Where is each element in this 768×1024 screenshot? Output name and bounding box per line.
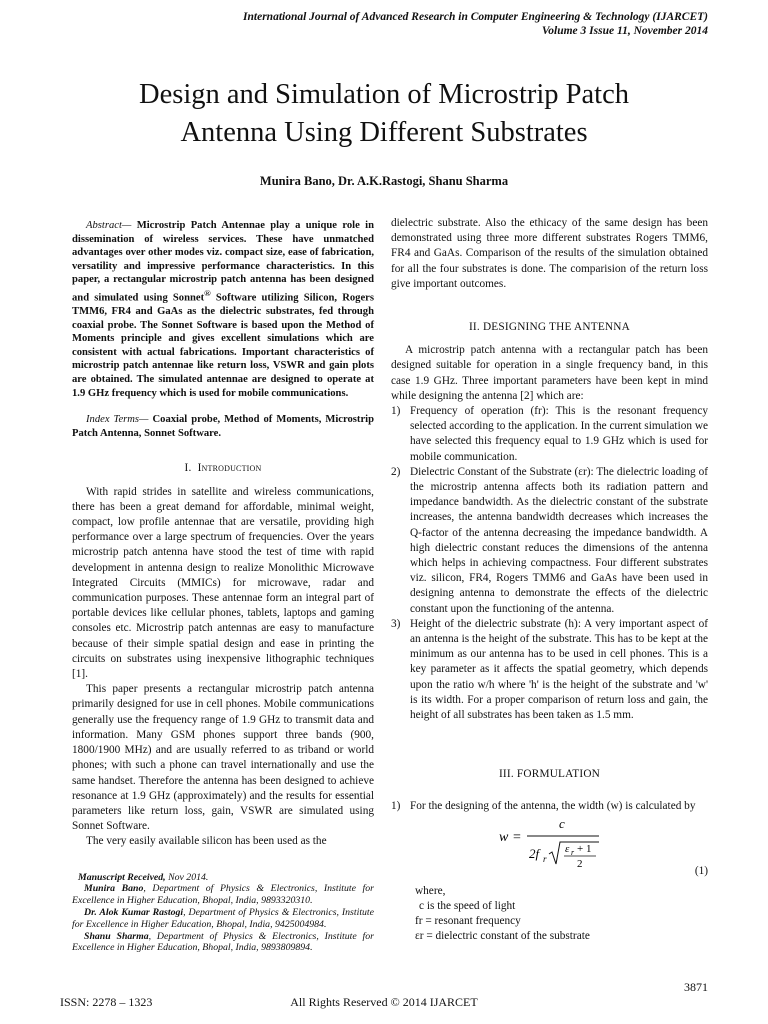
formulation-item-1 <box>391 799 708 814</box>
author-2-name: Dr. Alok Kumar Rastogi <box>84 906 184 918</box>
width-equation <box>391 814 708 877</box>
section-heading-formulation: III. FORMULATION <box>498 768 601 781</box>
section-heading-introduction <box>72 461 374 476</box>
journal-name: International Journal of Advanced Research in Computer Engineering & Technology (IJARCET) <box>243 11 708 23</box>
eq-two: 2 <box>577 857 583 870</box>
received-date: Nov 2014. <box>165 871 209 883</box>
section-number: I. <box>184 462 192 475</box>
intro-paragraph-2: This paper presents a rectangular microstrip patch antenna primarily designed for use in cell phones. Mobile communications generally use the frequency range of 1.9 GHz to transmit data and information. Many GSM phones support three bands (900, 1800/1900 MHz) and are usually referred to as triband or world phones; with such a phone can travel internationally and use the same handset. Therefore the antenna has been designed to achieve resonance at 1.9 GHz (approximately) and the results for essential parameters like return loss, gain, VSWR are simulated using Sonnet Software. <box>72 683 374 833</box>
author-1-name: Munira Bano <box>84 883 144 895</box>
author-2-affiliation: , Department of Physics & Electronics, Institute for Excellence in Higher Education, Bhopal, India, 9425004984. <box>72 906 375 930</box>
paper-title-line-1: Design and Simulation of Microstrip Patch <box>139 79 629 110</box>
list-number: 2) <box>391 465 401 478</box>
intro-paragraph-1: With rapid strides in satellite and wireless communications, there has been a great demand for affordable, minimal weight, compact, low profile antennae that are versatile, providing high performance over a large spectrum of frequencies. Over the years microstrip patch antenna have stood the test of time with rapid development in antenna design to realize Monolithic Microwave Integrated Circuits (MMICs) for microwave, radar and communication purposes. These antennae form an integral part of portable devices like cellular phones, tablets, laptops and gaming consoles etc. Microstrip patch antennas are easy to manufacture because of their simple spatial design and ease in printing the circuits on substrates using inexpensive lithographic techniques [1]. <box>72 485 374 681</box>
eq-epsilon: ε <box>565 842 570 855</box>
eq-equals: = <box>513 829 521 845</box>
list-text: Frequency of operation (fr): This is the resonant frequency selected according to the application. In the current simulation we have selected this frequency equal to 1.9 GHz which is used for mobile communication. <box>410 405 709 463</box>
list-item-dielectric <box>391 465 708 617</box>
intro-paragraph-3: The very easily available silicon has been used as the <box>86 835 327 848</box>
eq-c: c <box>559 815 565 831</box>
equation-number: (1) <box>694 864 708 877</box>
where-label: where, <box>415 884 446 897</box>
eq-sub-r2: r <box>571 847 575 857</box>
abstract-text-b: Software utilizing Silicon, Rogers TMM6, FR4 and GaAs as the dielectric substrates, fed through coaxial probe. The Sonnet Software is based upon the Method of Moments principle and gives excellent simulations which are consistent with actual fabrications. Important characteristics of microstrip patch antennae like return loss, VSWR and gain plots are obtained. The simulated antennae are designed to operate at 1.9 GHz frequency which is used for mobile communications. <box>72 292 374 399</box>
def-er: εr = dielectric constant of the substrate <box>415 930 590 943</box>
section-title: Introduction <box>197 462 262 475</box>
registered-mark: ® <box>204 287 211 298</box>
designing-paragraph: A microstrip patch antenna with a rectangular patch has been designed suitable for operation in a single frequency band, in this case 1.9 GHz. Three important parameters have been kept in mind while designing the antenna [2] which are: <box>391 344 708 402</box>
footer-issn: ISSN: 2278 – 1323 <box>60 995 153 1009</box>
eq-w: w <box>499 829 509 845</box>
footnotes <box>72 872 374 955</box>
definitions <box>391 884 708 945</box>
def-fr: fr = resonant frequency <box>415 915 521 928</box>
eq-sub-r: r <box>543 853 547 864</box>
list-number: 1) <box>391 405 401 418</box>
list-item-frequency <box>391 404 708 465</box>
list-number: 3) <box>391 617 401 630</box>
abstract-text-a: Microstrip Patch Antennae play a unique role in dissemination of wireless services. These have unmatched advantages over other modes viz. compact size, ease of fabrication, versatility and impressive performance characteristics. In this paper, a rectangular microstrip patch antenna has been designed and simulated using Sonnet <box>72 220 374 304</box>
footnote-received <box>72 872 374 884</box>
list-item-height <box>391 617 708 723</box>
footnote-author-3 <box>72 931 374 955</box>
author-list: Munira Bano, Dr. A.K.Rastogi, Shanu Sharma <box>259 174 509 188</box>
received-label: Manuscript Received, <box>78 871 166 883</box>
intro-continued: dielectric substrate. Also the ethicacy of the same design has been demonstrated using three more different substrates Rogers TMM6, FR4 and GaAs. Comparison of the results of the simulation obtained for all the four substrates is done. The comparision of the return loss give important outcomes. <box>391 217 708 290</box>
volume-issue: Volume 3 Issue 11, November 2014 <box>541 25 708 37</box>
equation-graphic <box>487 814 617 872</box>
list-text: Dielectric Constant of the Substrate (εr): The dielectric loading of the microstrip antenna affects both its radiation pattern and impedance bandwidth. As the dielectric constant of the substrate increases, the antenna bandwidth decreases which increases the Q-factor of the antenna decreasing the impedance bandwidth. A high dielectric constant reduces the dimensions of the antenna which helps in achieving compactness. Four different substrates viz. silicon, FR4, Rogers TMM6 and GaAs have been used in designing antenna to demonstrate the effects of the dielectric constant upon the functioning of the antenna. <box>410 465 708 615</box>
eq-plus-one: + 1 <box>577 842 592 855</box>
abstract-label: Abstract— <box>86 220 132 231</box>
footnote-author-2 <box>72 907 374 931</box>
footer-rights: All Rights Reserved © 2014 IJARCET <box>290 995 478 1009</box>
abstract <box>72 219 374 400</box>
list-text: Height of the dielectric substrate (h): A very important aspect of an antenna is the height of the substrate. This has to be kept at the minimum as our antenna has to be used in cell phones. This is a key parameter as it affects the spatial geometry, which depends upon the ratio w/h where 'h' is the height of the substrate and 'w' is its width. For a proper comparison of return loss and gain, the height of all substrates has been taken as 1.5 mm. <box>410 617 708 722</box>
list-number: 1) <box>391 799 401 812</box>
def-c: c is the speed of light <box>419 899 516 912</box>
index-terms-text: Coaxial probe, Method of Moments, Microstrip Patch Antenna, Sonnet Software. <box>72 414 374 439</box>
author-1-affiliation: , Department of Physics & Electronics, Institute for Excellence in Higher Education, Bhopal, India, 9893320310. <box>72 883 374 907</box>
paper-title-line-2: Antenna Using Different Substrates <box>180 117 588 148</box>
index-terms <box>72 413 374 440</box>
list-text: For the designing of the antenna, the width (w) is calculated by <box>410 799 696 812</box>
right-column <box>391 216 708 945</box>
eq-2f: 2f <box>529 845 540 861</box>
page-number: 3871 <box>684 980 708 994</box>
footnote-author-1 <box>72 883 374 907</box>
author-3-name: Shanu Sharma <box>84 930 149 942</box>
left-column <box>72 219 374 954</box>
index-terms-label: Index Terms— <box>86 414 149 426</box>
author-3-affiliation: , Department of Physics & Electronics, Institute for Excellence in Higher Education, Bhopal, India, 9893809894. <box>72 930 374 954</box>
section-heading-designing: II. DESIGNING THE ANTENNA <box>468 321 631 334</box>
